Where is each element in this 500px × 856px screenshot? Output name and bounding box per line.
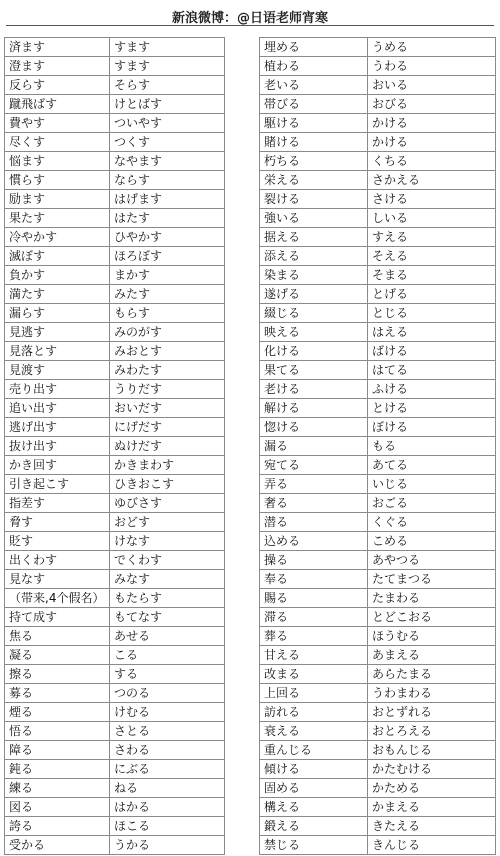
table-row bbox=[5, 513, 225, 532]
word-cell: 滅ぼす bbox=[5, 247, 110, 266]
table-row bbox=[260, 665, 496, 684]
word-cell: 漏らす bbox=[5, 304, 110, 323]
reading-cell: みのがす bbox=[110, 323, 225, 342]
reading-cell: つくす bbox=[110, 133, 225, 152]
reading-cell: ほこる bbox=[110, 817, 225, 836]
reading-cell: つのる bbox=[110, 684, 225, 703]
word-cell: 据える bbox=[260, 228, 368, 247]
table-row bbox=[5, 399, 225, 418]
word-cell: 改まる bbox=[260, 665, 368, 684]
reading-cell: おいだす bbox=[110, 399, 225, 418]
word-cell: 貶す bbox=[5, 532, 110, 551]
reading-cell: かきまわす bbox=[110, 456, 225, 475]
table-row bbox=[5, 57, 225, 76]
word-cell: 賭ける bbox=[260, 133, 368, 152]
reading-cell: さける bbox=[368, 190, 496, 209]
reading-cell: ならす bbox=[110, 171, 225, 190]
word-cell: 指差す bbox=[5, 494, 110, 513]
word-cell: 負かす bbox=[5, 266, 110, 285]
word-cell: 練る bbox=[5, 779, 110, 798]
table-row bbox=[260, 760, 496, 779]
table-row bbox=[260, 399, 496, 418]
word-cell: 傾ける bbox=[260, 760, 368, 779]
reading-cell: みわたす bbox=[110, 361, 225, 380]
word-cell: 鈍る bbox=[5, 760, 110, 779]
reading-cell: うりだす bbox=[110, 380, 225, 399]
word-cell: 図る bbox=[5, 798, 110, 817]
reading-cell: ゆびさす bbox=[110, 494, 225, 513]
word-cell: 込める bbox=[260, 532, 368, 551]
table-row bbox=[260, 114, 496, 133]
word-cell: 重んじる bbox=[260, 741, 368, 760]
table-row bbox=[5, 627, 225, 646]
table-row bbox=[5, 836, 225, 855]
table-row bbox=[260, 57, 496, 76]
reading-cell: くちる bbox=[368, 152, 496, 171]
reading-cell: うめる bbox=[368, 38, 496, 57]
word-cell: 駆ける bbox=[260, 114, 368, 133]
word-cell: 添える bbox=[260, 247, 368, 266]
reading-cell: にぶる bbox=[110, 760, 225, 779]
table-row bbox=[260, 418, 496, 437]
reading-cell: ねる bbox=[110, 779, 225, 798]
word-cell: 漏る bbox=[260, 437, 368, 456]
reading-cell: かける bbox=[368, 133, 496, 152]
header-divider bbox=[6, 25, 494, 26]
reading-cell: にげだす bbox=[110, 418, 225, 437]
table-row bbox=[5, 304, 225, 323]
table-row bbox=[260, 228, 496, 247]
reading-cell: みなす bbox=[110, 570, 225, 589]
word-cell: 悟る bbox=[5, 722, 110, 741]
word-cell: 見落とす bbox=[5, 342, 110, 361]
table-row bbox=[5, 589, 225, 608]
word-cell: 強いる bbox=[260, 209, 368, 228]
table-row bbox=[5, 209, 225, 228]
word-cell: 果てる bbox=[260, 361, 368, 380]
reading-cell: おどす bbox=[110, 513, 225, 532]
reading-cell: きたえる bbox=[368, 817, 496, 836]
word-cell: 宛てる bbox=[260, 456, 368, 475]
table-row bbox=[260, 551, 496, 570]
word-cell: 反らす bbox=[5, 76, 110, 95]
table-row bbox=[5, 76, 225, 95]
reading-cell: かためる bbox=[368, 779, 496, 798]
table-row bbox=[260, 817, 496, 836]
table-row bbox=[260, 722, 496, 741]
table-row bbox=[5, 285, 225, 304]
word-cell: 惚ける bbox=[260, 418, 368, 437]
table-row bbox=[260, 361, 496, 380]
table-row bbox=[260, 570, 496, 589]
table-row bbox=[5, 133, 225, 152]
vocab-table-left bbox=[4, 37, 225, 855]
reading-cell: ひやかす bbox=[110, 228, 225, 247]
word-cell: 朽ちる bbox=[260, 152, 368, 171]
table-row bbox=[260, 380, 496, 399]
table-row bbox=[5, 608, 225, 627]
table-row bbox=[260, 133, 496, 152]
reading-cell: あやつる bbox=[368, 551, 496, 570]
table-row bbox=[5, 114, 225, 133]
table-row bbox=[260, 836, 496, 855]
table-row bbox=[5, 741, 225, 760]
word-cell: 誇る bbox=[5, 817, 110, 836]
reading-cell: おもんじる bbox=[368, 741, 496, 760]
word-cell: 禁じる bbox=[260, 836, 368, 855]
table-row bbox=[5, 456, 225, 475]
reading-cell: たまわる bbox=[368, 589, 496, 608]
table-row bbox=[260, 513, 496, 532]
reading-cell: うわる bbox=[368, 57, 496, 76]
reading-cell: おとずれる bbox=[368, 703, 496, 722]
reading-cell: いじる bbox=[368, 475, 496, 494]
reading-cell: もたらす bbox=[110, 589, 225, 608]
table-row bbox=[260, 247, 496, 266]
table-row bbox=[260, 798, 496, 817]
reading-cell: はてる bbox=[368, 361, 496, 380]
table-row bbox=[5, 247, 225, 266]
table-row bbox=[260, 342, 496, 361]
reading-cell: かける bbox=[368, 114, 496, 133]
word-cell: 追い出す bbox=[5, 399, 110, 418]
word-cell: 引き起こす bbox=[5, 475, 110, 494]
table-row bbox=[260, 266, 496, 285]
table-row bbox=[260, 494, 496, 513]
table-row bbox=[260, 703, 496, 722]
table-row bbox=[5, 646, 225, 665]
table-row bbox=[5, 779, 225, 798]
reading-cell: あまえる bbox=[368, 646, 496, 665]
table-row bbox=[260, 38, 496, 57]
reading-cell: けとばす bbox=[110, 95, 225, 114]
table-row bbox=[260, 608, 496, 627]
word-cell: 冷やかす bbox=[5, 228, 110, 247]
table-row bbox=[260, 437, 496, 456]
word-cell: 見渡す bbox=[5, 361, 110, 380]
word-cell: 煙る bbox=[5, 703, 110, 722]
table-row bbox=[260, 152, 496, 171]
reading-cell: ほろぼす bbox=[110, 247, 225, 266]
reading-cell: うかる bbox=[110, 836, 225, 855]
word-cell: 慣らす bbox=[5, 171, 110, 190]
reading-cell: さとる bbox=[110, 722, 225, 741]
table-row bbox=[5, 95, 225, 114]
word-cell: 焦る bbox=[5, 627, 110, 646]
table-row bbox=[260, 304, 496, 323]
word-cell: 費やす bbox=[5, 114, 110, 133]
reading-cell: する bbox=[110, 665, 225, 684]
table-row bbox=[5, 475, 225, 494]
reading-cell: あらたまる bbox=[368, 665, 496, 684]
word-cell: 栄える bbox=[260, 171, 368, 190]
reading-cell: おびる bbox=[368, 95, 496, 114]
reading-cell: ひきおこす bbox=[110, 475, 225, 494]
reading-cell: さわる bbox=[110, 741, 225, 760]
reading-cell: とける bbox=[368, 399, 496, 418]
reading-cell: しいる bbox=[368, 209, 496, 228]
table-row bbox=[5, 171, 225, 190]
reading-cell: そえる bbox=[368, 247, 496, 266]
word-cell: 障る bbox=[5, 741, 110, 760]
table-row bbox=[5, 437, 225, 456]
reading-cell: おいる bbox=[368, 76, 496, 95]
table-row bbox=[5, 418, 225, 437]
word-cell: 解ける bbox=[260, 399, 368, 418]
word-cell: 弄る bbox=[260, 475, 368, 494]
word-cell: 脅す bbox=[5, 513, 110, 532]
table-row bbox=[260, 684, 496, 703]
word-cell: 鍛える bbox=[260, 817, 368, 836]
table-row bbox=[5, 380, 225, 399]
table-row bbox=[5, 342, 225, 361]
reading-cell: かたむける bbox=[368, 760, 496, 779]
table-row bbox=[260, 589, 496, 608]
word-cell: 見逃す bbox=[5, 323, 110, 342]
word-cell: 化ける bbox=[260, 342, 368, 361]
reading-cell: とじる bbox=[368, 304, 496, 323]
word-cell: 受かる bbox=[5, 836, 110, 855]
reading-cell: もらす bbox=[110, 304, 225, 323]
table-row bbox=[260, 456, 496, 475]
table-row bbox=[260, 95, 496, 114]
word-cell: 遂げる bbox=[260, 285, 368, 304]
table-row bbox=[260, 323, 496, 342]
reading-cell: はげます bbox=[110, 190, 225, 209]
word-cell: 凝る bbox=[5, 646, 110, 665]
table-row bbox=[5, 323, 225, 342]
table-row bbox=[5, 532, 225, 551]
reading-cell: みおとす bbox=[110, 342, 225, 361]
word-cell: 衰える bbox=[260, 722, 368, 741]
word-cell: 済ます bbox=[5, 38, 110, 57]
reading-cell: とどこおる bbox=[368, 608, 496, 627]
reading-cell: ふける bbox=[368, 380, 496, 399]
table-row bbox=[5, 228, 225, 247]
reading-cell: はえる bbox=[368, 323, 496, 342]
word-cell: 滞る bbox=[260, 608, 368, 627]
table-row bbox=[260, 779, 496, 798]
reading-cell: すます bbox=[110, 57, 225, 76]
reading-cell: なやます bbox=[110, 152, 225, 171]
word-cell: 悩ます bbox=[5, 152, 110, 171]
word-cell: 植わる bbox=[260, 57, 368, 76]
reading-cell: もる bbox=[368, 437, 496, 456]
reading-cell: そまる bbox=[368, 266, 496, 285]
reading-cell: ぬけだす bbox=[110, 437, 225, 456]
reading-cell: けむる bbox=[110, 703, 225, 722]
reading-cell: こめる bbox=[368, 532, 496, 551]
word-cell: 励ます bbox=[5, 190, 110, 209]
word-cell: 上回る bbox=[260, 684, 368, 703]
reading-cell: ばける bbox=[368, 342, 496, 361]
reading-cell: さかえる bbox=[368, 171, 496, 190]
word-cell: 帯びる bbox=[260, 95, 368, 114]
table-row bbox=[260, 475, 496, 494]
table-row bbox=[5, 190, 225, 209]
word-cell: 甘える bbox=[260, 646, 368, 665]
word-cell: 染まる bbox=[260, 266, 368, 285]
word-cell: 見なす bbox=[5, 570, 110, 589]
table-row bbox=[260, 627, 496, 646]
word-cell: 澄ます bbox=[5, 57, 110, 76]
word-cell: 募る bbox=[5, 684, 110, 703]
table-row bbox=[260, 741, 496, 760]
vocab-table-right bbox=[259, 37, 496, 855]
word-cell: 潜る bbox=[260, 513, 368, 532]
reading-cell: すます bbox=[110, 38, 225, 57]
reading-cell: すえる bbox=[368, 228, 496, 247]
table-row bbox=[5, 798, 225, 817]
reading-cell: あてる bbox=[368, 456, 496, 475]
reading-cell: くぐる bbox=[368, 513, 496, 532]
table-row bbox=[5, 760, 225, 779]
word-cell: 奉る bbox=[260, 570, 368, 589]
page-title: 新浪微博：@日语老师宵寒 bbox=[171, 11, 328, 26]
reading-cell: こる bbox=[110, 646, 225, 665]
word-cell: 裂ける bbox=[260, 190, 368, 209]
word-cell: 逃げ出す bbox=[5, 418, 110, 437]
page-header bbox=[0, 0, 500, 30]
reading-cell: もてなす bbox=[110, 608, 225, 627]
reading-cell: まかす bbox=[110, 266, 225, 285]
table-row bbox=[260, 209, 496, 228]
word-cell: （带来,4个假名） bbox=[5, 589, 110, 608]
table-row bbox=[5, 551, 225, 570]
reading-cell: はかる bbox=[110, 798, 225, 817]
word-cell: 老ける bbox=[260, 380, 368, 399]
reading-cell: とげる bbox=[368, 285, 496, 304]
word-cell: かき回す bbox=[5, 456, 110, 475]
reading-cell: たてまつる bbox=[368, 570, 496, 589]
table-row bbox=[5, 817, 225, 836]
reading-cell: おとろえる bbox=[368, 722, 496, 741]
word-cell: 蹴飛ばす bbox=[5, 95, 110, 114]
word-cell: 果たす bbox=[5, 209, 110, 228]
word-cell: 尽くす bbox=[5, 133, 110, 152]
word-cell: 操る bbox=[260, 551, 368, 570]
table-row bbox=[5, 665, 225, 684]
reading-cell: うわまわる bbox=[368, 684, 496, 703]
reading-cell: おごる bbox=[368, 494, 496, 513]
reading-cell: あせる bbox=[110, 627, 225, 646]
table-row bbox=[5, 684, 225, 703]
reading-cell: ほうむる bbox=[368, 627, 496, 646]
word-cell: 埋める bbox=[260, 38, 368, 57]
table-row bbox=[260, 285, 496, 304]
word-cell: 擦る bbox=[5, 665, 110, 684]
table-row bbox=[260, 646, 496, 665]
reading-cell: でくわす bbox=[110, 551, 225, 570]
word-cell: 映える bbox=[260, 323, 368, 342]
table-row bbox=[5, 722, 225, 741]
table-row bbox=[5, 703, 225, 722]
table-row bbox=[260, 171, 496, 190]
reading-cell: ぼける bbox=[368, 418, 496, 437]
reading-cell: きんじる bbox=[368, 836, 496, 855]
table-row bbox=[5, 570, 225, 589]
reading-cell: そらす bbox=[110, 76, 225, 95]
table-row bbox=[5, 494, 225, 513]
word-cell: 持て成す bbox=[5, 608, 110, 627]
table-row bbox=[260, 532, 496, 551]
reading-cell: ついやす bbox=[110, 114, 225, 133]
word-cell: 構える bbox=[260, 798, 368, 817]
word-cell: 賜る bbox=[260, 589, 368, 608]
reading-cell: はたす bbox=[110, 209, 225, 228]
table-row bbox=[5, 38, 225, 57]
word-cell: 老いる bbox=[260, 76, 368, 95]
word-cell: 訪れる bbox=[260, 703, 368, 722]
word-cell: 満たす bbox=[5, 285, 110, 304]
table-row bbox=[5, 152, 225, 171]
table-row bbox=[5, 266, 225, 285]
word-cell: 出くわす bbox=[5, 551, 110, 570]
word-cell: 葬る bbox=[260, 627, 368, 646]
reading-cell: かまえる bbox=[368, 798, 496, 817]
word-cell: 奢る bbox=[260, 494, 368, 513]
word-cell: 抜け出す bbox=[5, 437, 110, 456]
table-row bbox=[5, 361, 225, 380]
word-cell: 固める bbox=[260, 779, 368, 798]
table-row bbox=[260, 190, 496, 209]
table-row bbox=[260, 76, 496, 95]
word-cell: 売り出す bbox=[5, 380, 110, 399]
reading-cell: けなす bbox=[110, 532, 225, 551]
word-cell: 綴じる bbox=[260, 304, 368, 323]
reading-cell: みたす bbox=[110, 285, 225, 304]
